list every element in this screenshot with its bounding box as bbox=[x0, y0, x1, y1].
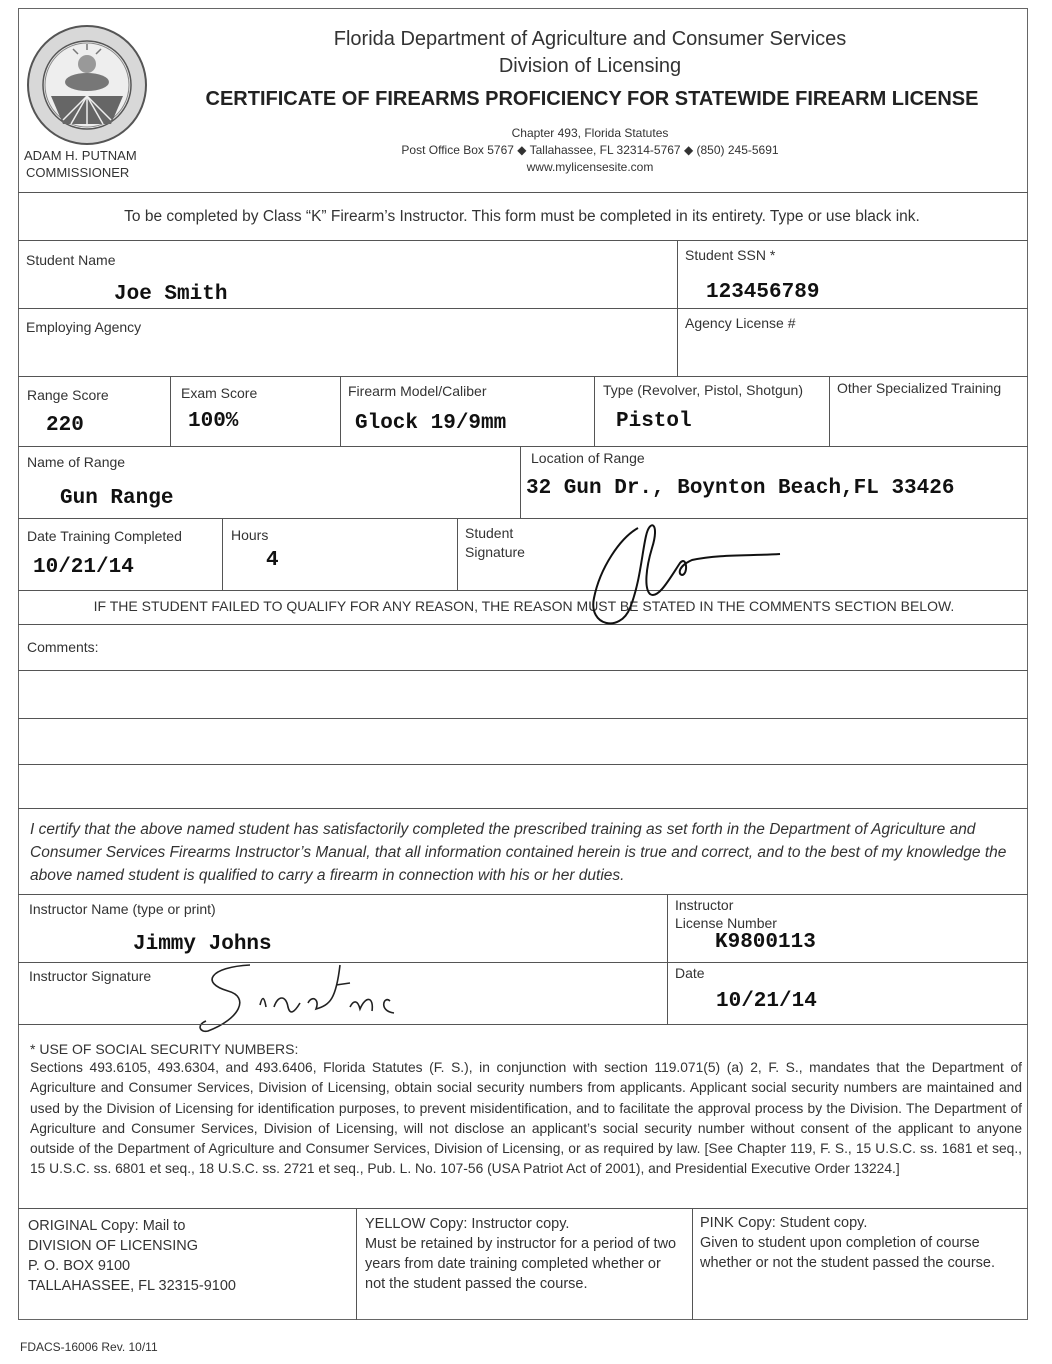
divider bbox=[18, 240, 1028, 241]
student-ssn-label: Student SSN * bbox=[685, 247, 776, 263]
divider bbox=[222, 518, 223, 590]
divider bbox=[667, 894, 668, 1024]
divider bbox=[457, 518, 458, 590]
pink-copy-body: Given to student upon completion of course whether or not the student passed the course. bbox=[700, 1235, 996, 1271]
other-training-label: Other Specialized Training bbox=[837, 380, 1002, 396]
divider bbox=[356, 1208, 357, 1320]
original-copy-line-1: ORIGINAL Copy: Mail to bbox=[28, 1218, 186, 1234]
instructor-license-value[interactable]: K9800113 bbox=[715, 931, 816, 954]
date-completed-label: Date Training Completed bbox=[27, 528, 182, 544]
divider bbox=[18, 446, 1028, 447]
instructor-license-label-2: License Number bbox=[675, 915, 777, 931]
exam-score-value[interactable]: 100% bbox=[188, 410, 239, 433]
instructor-date-value[interactable]: 10/21/14 bbox=[716, 990, 817, 1013]
comment-line bbox=[18, 764, 1028, 765]
divider bbox=[18, 192, 1028, 193]
agency-address: Post Office Box 5767 ◆ Tallahassee, FL 32314-5767 ◆ (850) 245-5691 bbox=[401, 143, 779, 157]
student-ssn-value[interactable]: 123456789 bbox=[706, 281, 820, 304]
divider bbox=[520, 446, 521, 518]
comment-line bbox=[18, 718, 1028, 719]
student-signature-label-2: Signature bbox=[465, 544, 525, 560]
ssn-notice-title: * USE OF SOCIAL SECURITY NUMBERS: bbox=[30, 1041, 299, 1057]
original-copy-line-4: TALLAHASSEE, FL 32315-9100 bbox=[28, 1278, 236, 1294]
agency-website: www.mylicensesite.com bbox=[526, 160, 654, 174]
commissioner-name: ADAM H. PUTNAM bbox=[24, 148, 137, 163]
firearm-model-value[interactable]: Glock 19/9mm bbox=[355, 412, 507, 435]
comment-line bbox=[18, 808, 1028, 809]
department-seal bbox=[26, 24, 148, 146]
yellow-copy-title: YELLOW Copy: Instructor copy. bbox=[365, 1216, 570, 1232]
student-name-value[interactable]: Joe Smith bbox=[114, 283, 228, 306]
instruction-text: To be completed by Class “K” Firearm’s Instructor. This form must be completed in its entirety. Type or use black ink. bbox=[124, 208, 920, 225]
original-copy-block bbox=[28, 1216, 236, 1296]
pink-copy-block bbox=[700, 1213, 1018, 1273]
divider bbox=[18, 962, 1028, 963]
agency-license-label: Agency License # bbox=[685, 315, 796, 331]
range-score-value[interactable]: 220 bbox=[46, 414, 84, 437]
hours-label: Hours bbox=[231, 527, 269, 543]
divider bbox=[170, 376, 171, 446]
divider bbox=[18, 894, 1028, 895]
student-signature-label-1: Student bbox=[465, 525, 514, 541]
commissioner-title: COMMISSIONER bbox=[26, 165, 130, 180]
divider bbox=[18, 624, 1028, 625]
firearm-type-value[interactable]: Pistol bbox=[616, 410, 692, 433]
agency-name: Florida Department of Agriculture and Consumer Services bbox=[333, 28, 847, 50]
student-signature[interactable] bbox=[580, 508, 800, 634]
division-name: Division of Licensing bbox=[498, 55, 682, 77]
range-score-label: Range Score bbox=[27, 387, 109, 403]
certification-text: I certify that the above named student has satisfactorily completed the prescribed training as set forth in the Department of Agriculture and Consumer Services Firearms Instructor’s Manual, that all information contained herein is true and correct, and to the best of my knowledge the above named student is qualified to carry a firearm in connection with his or her duties. bbox=[30, 821, 1007, 884]
divider bbox=[594, 376, 595, 446]
divider bbox=[692, 1208, 693, 1320]
student-name-label: Student Name bbox=[26, 252, 116, 268]
ssn-notice-body: Sections 493.6105, 493.6304, and 493.6406, Florida Statutes (F. S.), in conjunction with section 119.071(5) (a) 2, F. S., mandates that the Department of Agriculture and Consumer Services, Division of Licensing, obtain social security numbers from applicants. Applicant social security numbers are maintained and used by the Division of Licensing for identification purposes, to prevent misidentification, and to facilitate the approval process by the Division. The Department of Agriculture and Consumer Services, Division of Licensing, will not disclose an applicant’s social security number without consent of the applicant to anyone outside of the Department of Agriculture and Consumer Services, Division of Licensing, or as required by law. [See Chapter 119, F. S., 15 U.S.C. ss. 1681 et seq., 15 U.S.C. ss. 6801 et seq., 18 U.S.C. ss. 2721 et seq., Pub. L. No. 107-56 (USA Patriot Act of 2001), and Presidential Executive Order 13224.] bbox=[30, 1060, 1022, 1177]
form-title: CERTIFICATE OF FIREARMS PROFICIENCY FOR STATEWIDE FIREARM LICENSE bbox=[205, 88, 979, 110]
instructor-date-label: Date bbox=[675, 965, 705, 981]
statute-reference: Chapter 493, Florida Statutes bbox=[511, 126, 669, 140]
original-copy-line-3: P. O. BOX 9100 bbox=[28, 1258, 131, 1274]
instructor-name-value[interactable]: Jimmy Johns bbox=[133, 933, 272, 956]
divider bbox=[340, 376, 341, 446]
employing-agency-label: Employing Agency bbox=[26, 319, 142, 335]
firearm-type-label: Type (Revolver, Pistol, Shotgun) bbox=[603, 382, 803, 398]
comment-line bbox=[18, 670, 1028, 671]
comments-label: Comments: bbox=[27, 639, 99, 655]
divider bbox=[18, 1208, 1028, 1209]
range-location-label: Location of Range bbox=[531, 450, 645, 466]
yellow-copy-body: Must be retained by instructor for a period of two years from date training completed whether or not the student passed the course. bbox=[365, 1236, 677, 1292]
firearm-model-label: Firearm Model/Caliber bbox=[348, 383, 487, 399]
divider bbox=[18, 308, 1028, 309]
hours-value[interactable]: 4 bbox=[266, 549, 279, 572]
range-location-value[interactable]: 32 Gun Dr., Boynton Beach,FL 33426 bbox=[526, 477, 955, 500]
pink-copy-title: PINK Copy: Student copy. bbox=[700, 1215, 868, 1231]
range-name-label: Name of Range bbox=[27, 454, 126, 470]
instructor-name-label: Instructor Name (type or print) bbox=[29, 901, 216, 917]
divider bbox=[829, 376, 830, 446]
yellow-copy-block bbox=[365, 1214, 683, 1294]
divider bbox=[18, 518, 1028, 519]
divider bbox=[18, 590, 1028, 591]
date-completed-value[interactable]: 10/21/14 bbox=[33, 556, 134, 579]
divider bbox=[18, 1024, 1028, 1025]
instructor-license-label-1: Instructor bbox=[675, 897, 734, 913]
failed-notice: IF THE STUDENT FAILED TO QUALIFY FOR ANY REASON, THE REASON MUST BE STATED IN THE COMMENTS SECTION BELOW. bbox=[93, 598, 955, 614]
instructor-signature-label: Instructor Signature bbox=[29, 968, 152, 984]
original-copy-line-2: DIVISION OF LICENSING bbox=[28, 1238, 198, 1254]
exam-score-label: Exam Score bbox=[181, 385, 258, 401]
range-name-value[interactable]: Gun Range bbox=[60, 487, 174, 510]
instructor-signature[interactable] bbox=[190, 955, 430, 1035]
form-number: FDACS-16006 Rev. 10/11 bbox=[20, 1340, 158, 1354]
